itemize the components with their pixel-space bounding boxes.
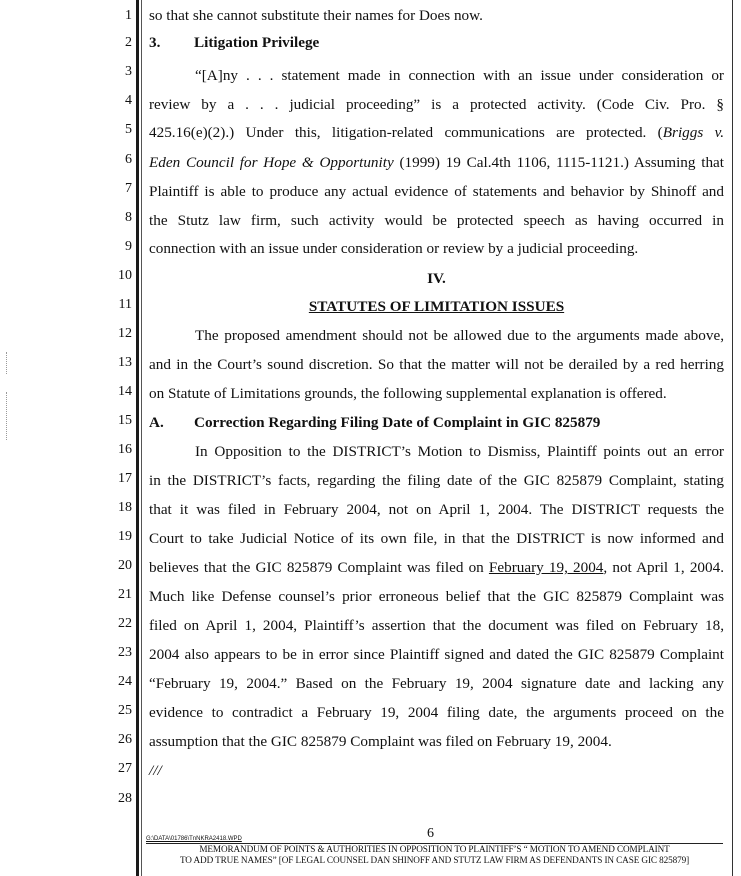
line-number: 20 <box>118 558 132 573</box>
section-title-text: STATUTES OF LIMITATION ISSUES <box>308 298 565 315</box>
text-run: (1999) 19 Cal.4th 1106, 1115-1121.) Assuming that <box>393 154 724 171</box>
section-heading-litigation-privilege <box>149 34 724 52</box>
footer-document-title <box>146 844 723 866</box>
line-number: 22 <box>118 616 132 631</box>
body-line-7: Plaintiff is able to produce any actual evidence of statements and behavior by Shinoff and <box>149 183 724 200</box>
line-number: 21 <box>118 587 132 602</box>
body-line-4: review by a . . . judicial proceeding” is a protected activity. (Code Civ. Pro. § <box>149 96 724 113</box>
body-line-21: Much like Defense counsel’s prior erroneous belief that the GIC 825879 Complaint was <box>149 588 724 605</box>
body-line-23: 2004 also appears to be in error since Plaintiff signed and dated the GIC 825879 Complaint <box>149 646 724 663</box>
line-number: 5 <box>125 122 132 137</box>
scan-artifact <box>6 352 8 374</box>
line-number: 25 <box>118 703 132 718</box>
continuation-marker: /// <box>149 762 162 779</box>
body-line-13: and in the Court’s sound discretion. So that the matter will not be derailed by a red herring <box>149 356 724 373</box>
line-number: 1 <box>125 8 132 23</box>
line-number: 2 <box>125 35 132 50</box>
body-line-1: so that she cannot substitute their names for Does now. <box>149 7 483 24</box>
footer-title-line-1: MEMORANDUM OF POINTS & AUTHORITIES IN OPPOSITION TO PLAINTIFF’S “ MOTION TO AMEND COMPLAINT <box>199 844 670 854</box>
text-run: 425.16(e)(2).) Under this, litigation-related communications are protected. ( <box>149 124 663 141</box>
body-line-12: The proposed amendment should not be allowed due to the arguments made above, <box>195 327 724 344</box>
heading-text: Correction Regarding Filing Date of Complaint in GIC 825879 <box>194 414 601 431</box>
case-citation: Eden Council for Hope & Opportunity <box>149 154 394 171</box>
line-number: 28 <box>118 791 132 806</box>
left-margin-double-rule <box>136 0 139 876</box>
body-line-9: connection with an issue under consideration or review by a judicial proceeding. <box>149 240 639 257</box>
subsection-heading-a <box>149 414 724 432</box>
line-number: 18 <box>118 500 132 515</box>
line-number: 17 <box>118 471 132 486</box>
line-number: 19 <box>118 529 132 544</box>
body-line-8: the Stutz law firm, such activity would be protected speech as having occurred in <box>149 212 724 229</box>
line-number: 4 <box>125 93 132 108</box>
underlined-date: February 19, 2004 <box>488 559 604 576</box>
body-line-3: “[A]ny . . . statement made in connection with an issue under consideration or <box>195 67 724 84</box>
line-number: 24 <box>118 674 132 689</box>
body-line-5 <box>149 124 724 142</box>
line-number: 9 <box>125 239 132 254</box>
body-line-6 <box>149 154 724 172</box>
text-run: , not April 1, 2004. <box>603 559 724 576</box>
right-margin-rule <box>732 0 733 876</box>
line-number: 23 <box>118 645 132 660</box>
section-number-iv: IV. <box>427 270 446 287</box>
body-line-14: on Statute of Limitations grounds, the following supplemental explanation is offered. <box>149 385 667 402</box>
line-number: 6 <box>125 152 132 167</box>
line-number: 14 <box>118 384 132 399</box>
line-number: 3 <box>125 64 132 79</box>
heading-text: Litigation Privilege <box>194 34 320 51</box>
body-line-20 <box>149 559 724 577</box>
footer-title-line-2: TO ADD TRUE NAMES” [OF LEGAL COUNSEL DAN SHINOFF AND STUTZ LAW FIRM AS DEFENDANTS IN CASE GIC 825879] <box>179 855 690 865</box>
heading-number: 3. <box>149 34 161 51</box>
body-line-24: “February 19, 2004.” Based on the February 19, 2004 signature date and lacking any <box>149 675 724 692</box>
line-number: 8 <box>125 210 132 225</box>
body-line-26: assumption that the GIC 825879 Complaint was filed on February 19, 2004. <box>149 733 612 750</box>
text-run: believes that the GIC 825879 Complaint was filed on <box>149 559 489 576</box>
body-line-17: in the DISTRICT’s facts, regarding the filing date of the GIC 825879 Complaint, stating <box>149 472 724 489</box>
line-number: 27 <box>118 761 132 776</box>
line-number: 13 <box>118 355 132 370</box>
line-number: 10 <box>118 268 132 283</box>
case-citation: Briggs v. <box>662 124 725 141</box>
left-margin-inner-rule <box>141 0 142 876</box>
line-number: 7 <box>125 181 132 196</box>
body-line-19: Court to take Judicial Notice of its own file, in that the DISTRICT is now informed and <box>149 530 724 547</box>
line-number: 16 <box>118 442 132 457</box>
line-number: 26 <box>118 732 132 747</box>
body-line-18: that it was filed in February 2004, not on April 1, 2004. The DISTRICT requests the <box>149 501 724 518</box>
body-line-25: evidence to contradict a February 19, 2004 filing date, the arguments proceed on the <box>149 704 724 721</box>
section-title <box>149 298 724 316</box>
line-number: 11 <box>118 297 132 312</box>
body-line-22: filed on April 1, 2004, Plaintiff’s assertion that the document was filed on February 18, <box>149 617 724 634</box>
heading-number: A. <box>149 414 164 431</box>
body-line-16: In Opposition to the DISTRICT’s Motion to Dismiss, Plaintiff points out an error <box>195 443 724 460</box>
page-number: 6 <box>427 826 434 841</box>
line-number: 15 <box>118 413 132 428</box>
line-number: 12 <box>118 326 132 341</box>
scan-artifact <box>6 392 8 440</box>
footer-file-path: G:\DATA\01786\TnNKRA2418.WPD <box>146 836 242 842</box>
